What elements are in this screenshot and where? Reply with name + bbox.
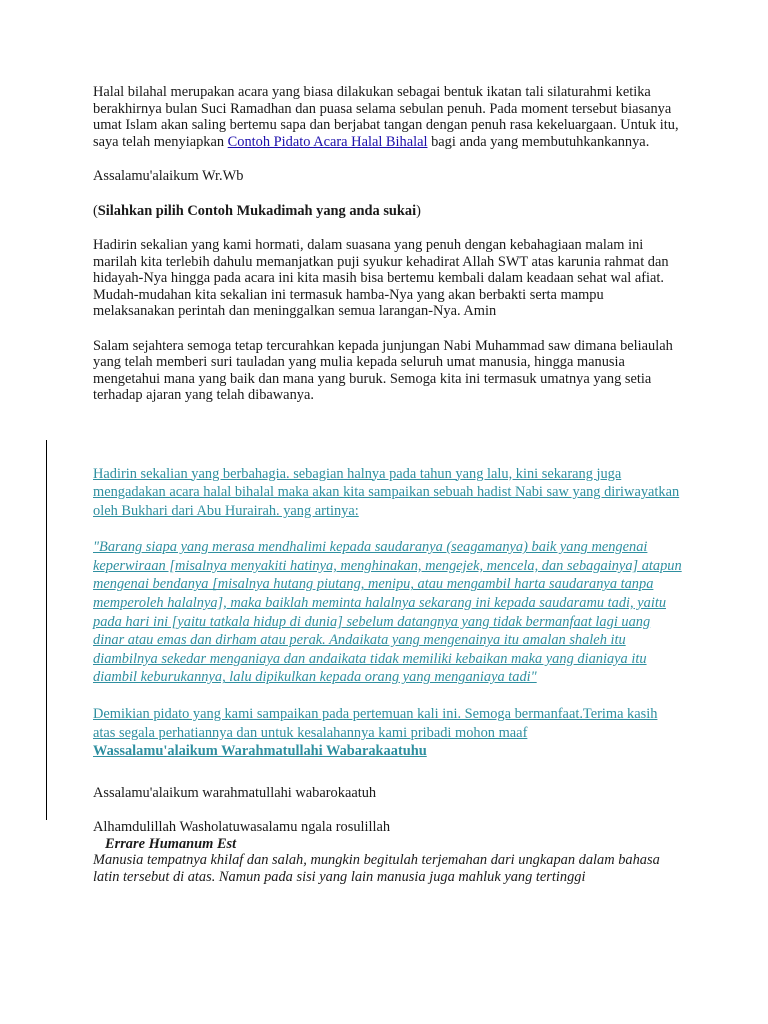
alhamdulillah-line: Alhamdulillah Washolatuwasalamu ngala rosulillah [93,819,391,836]
intro-paragraph [93,84,683,150]
mukadimah-close-paren: ) [416,202,421,219]
intro-text-after-link: bagi anda yang membutuhkankannya. [427,133,650,150]
mukadimah-open-paren: ( [93,202,98,219]
margin-rule [46,440,47,820]
salam-paragraph: Salam sejahtera semoga tetap tercurahkan kepada junjungan Nabi Muhammad saw dimana beliaulah yang telah memberi suri tauladan yang mulia kepada seluruh umat manusia, hingga manusia mengetahui mana yang baik dan mana yang buruk. Semoga kita ini termasuk umatnya yang setia terhadap ajaran yang telah dibawanya. [93,337,673,403]
contoh-pidato-link[interactable]: Contoh Pidato Acara Halal Bihalal [227,133,428,150]
hadist-quote-paragraph: "Barang siapa yang merasa mendhalimi kepada saudaranya (seagamanya) baik yang mengenai keperwiraan [misalnya menyakiti hatinya, menghinakan, mengejek, mencela, dan sebagainya] atapun mengenai bendanya [misalnya hutang piutang, menipu, atau mengambil harta saudaranya tanpa memperoleh halalnya], maka baiklah meminta halalnya sekarang ini kepada saudaramu tadi, yaitu pada hari ini [yaitu tatkala hidup di dunia] sebelum datangnya yang tidak bermanfaat lagi uang dinar atau emas dan dirham atau perak. Andaikata yang mengenainya itu amalan shaleh itu diambilnya sekedar menganiaya dan andaikata tidak memiliki kebaikan maka yang dianiaya itu diambil keburukannya, lalu dipikulkan kepada orang yang menganiaya tadi" [93,539,682,686]
greeting-second: Assalamu'alaikum warahmatullahi wabarokaatuh [93,784,377,801]
errare-title: Errare Humanum Est [105,835,237,852]
wassalam-line: Wassalamu'alaikum Warahmatullahi Wabarakaatuhu [93,743,427,760]
hadirin-paragraph: Hadirin sekalian yang kami hormati, dalam suasana yang penuh dengan kebahagiaan malam ini marilah kita terlebih dahulu memanjatkan puji syukur kehadirat Allah SWT atas karunia rahmat dan hidayah-Nya hingga pada acara ini kita masih bisa bertemu kembali dalam keadaan sehat wal afiat. Mudah-mudahan kita sekalian ini termasuk hamba-Nya yang akan berbakti serta mampu melaksanakan perintah dan meninggalkan semua larangan-Nya. Amin [93,237,669,319]
document-page [93,84,683,885]
mukadimah-bold-text: Silahkan pilih Contoh Mukadimah yang anda sukai [97,202,417,219]
closing-paragraph: Demikian pidato yang kami sampaikan pada pertemuan kali ini. Semoga bermanfaat.Terima kasih atas segala perhatiannya dan untuk kesalahannya kami pribadi mohon maaf [93,706,658,741]
errare-body: Manusia tempatnya khilaf dan salah, mungkin begitulah terjemahan dari ungkapan dalam bahasa latin tersebut di atas. Namun pada sisi yang lain manusia juga mahluk yang tertinggi [93,852,660,885]
mukadimah-note [93,203,683,220]
hadist-intro-paragraph: Hadirin sekalian yang berbahagia. sebagian halnya pada tahun yang lalu, kini sekarang juga mengadakan acara halal bihalal maka akan kita sampaikan sebuah hadist Nabi saw yang diriwayatkan oleh Bukhari dari Abu Hurairah. yang artinya: [93,465,680,519]
intro-text-before-link: Halal bilahal merupakan acara yang biasa dilakukan sebagai bentuk ikatan tali silaturahmi ketika berakhirnya bulan Suci Ramadhan dan puasa selama sebulan penuh. Pada moment tersebut biasanya umat Islam akan saling bertemu sapa dan berjabat tangan dengan penuh rasa kekeluargaan. Untuk itu, saya telah menyiapkan [93,84,679,150]
greeting-open: Assalamu'alaikum Wr.Wb [93,168,244,184]
